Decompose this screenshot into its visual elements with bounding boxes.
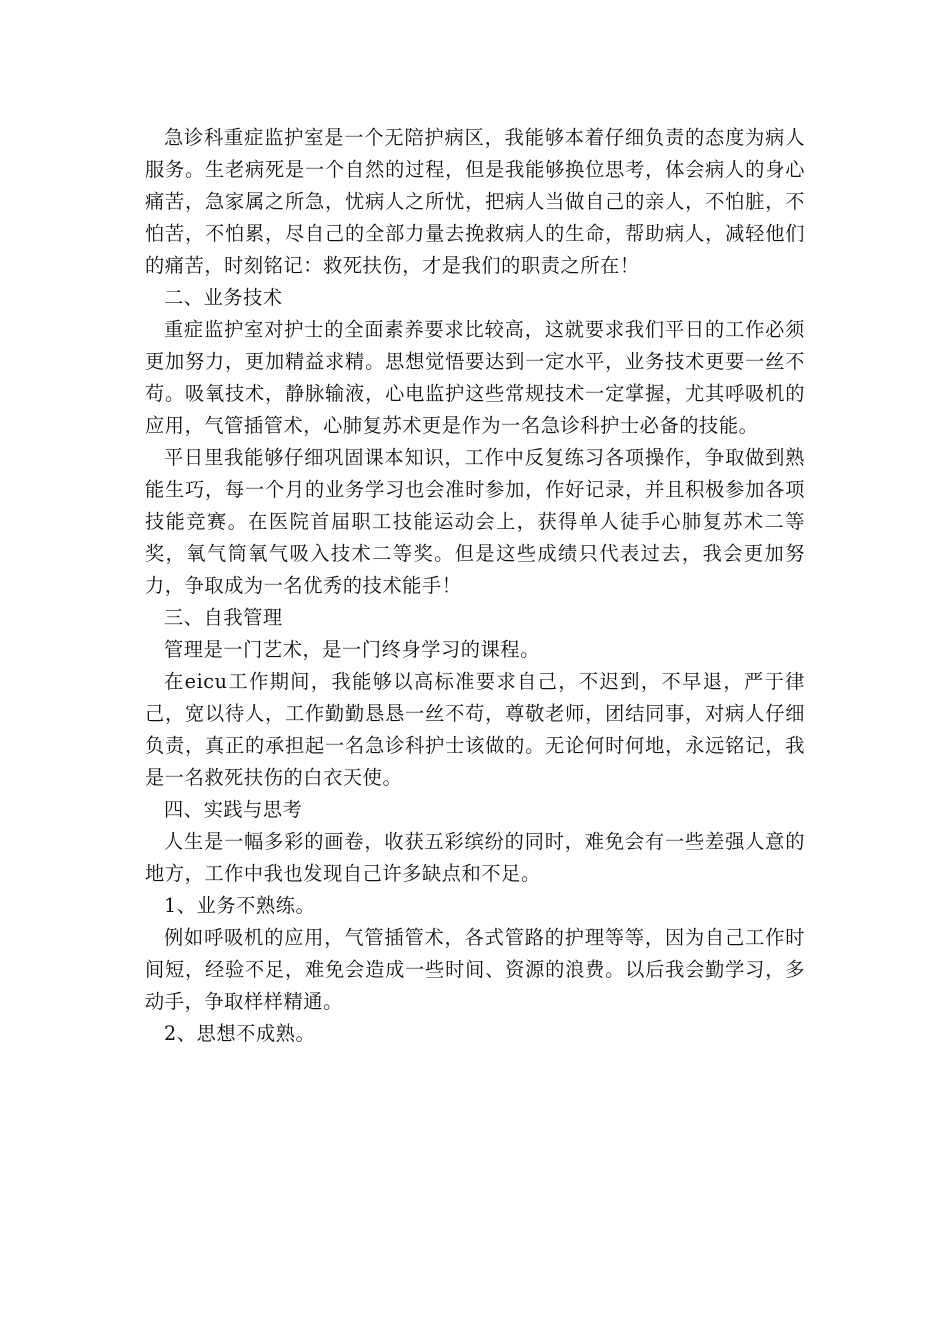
paragraph-life-picture: 人生是一幅多彩的画卷，收获五彩缤纷的同时，难免会有一些差强人意的地方，工作中我也发现自己许多缺点和不足。 bbox=[145, 830, 805, 885]
heading-not-proficient: 1、业务不熟练。 bbox=[164, 894, 316, 917]
heading-self-management: 三、自我管理 bbox=[164, 606, 283, 629]
heading-immature-thinking: 2、思想不成熟。 bbox=[164, 1022, 316, 1045]
paragraph-ventilator-example: 例如呼吸机的应用，气管插管术，各式管路的护理等等，因为自己工作时间短，经验不足，难免会造成一些时间、资源的浪费。以后我会勤学习，多动手，争取样样精通。 bbox=[145, 926, 805, 1013]
document-body bbox=[145, 122, 805, 1050]
paragraph-icu-requirements: 重症监护室对护士的全面素养要求比较高，这就要求我们平日的工作必须更加努力，更加精益求精。思想觉悟要达到一定水平，业务技术更要一丝不苟。吸氧技术，静脉输液，心电监护这些常规技术一定掌握，尤其呼吸机的应用，气管插管术，心肺复苏术更是作为一名急诊科护士必备的技能。 bbox=[145, 318, 805, 437]
heading-business-skills: 二、业务技术 bbox=[164, 286, 283, 309]
paragraph-management-art: 管理是一门艺术，是一门终身学习的课程。 bbox=[164, 638, 540, 661]
paragraph-eicu-work: 在eicu工作期间，我能够以高标准要求自己，不迟到，不早退，严于律己，宽以待人，工作勤勤恳恳一丝不苟，尊敬老师，团结同事，对病人仔细负责，真正的承担起一名急诊科护士该做的。无论何时何地，永远铭记，我是一名救死扶伤的白衣天使。 bbox=[145, 670, 805, 789]
heading-practice-reflection: 四、实践与思考 bbox=[164, 798, 303, 821]
paragraph-icu-service: 急诊科重症监护室是一个无陪护病区，我能够本着仔细负责的态度为病人服务。生老病死是一个自然的过程，但是我能够换位思考，体会病人的身心痛苦，急家属之所急，忧病人之所忧，把病人当做自己的亲人，不怕脏，不怕苦，不怕累，尽自己的全部力量去挽救病人的生命，帮助病人，减轻他们的痛苦，时刻铭记：救死扶伤，才是我们的职责之所在！ bbox=[145, 126, 805, 277]
paragraph-skill-practice: 平日里我能够仔细巩固课本知识，工作中反复练习各项操作，争取做到熟能生巧，每一个月的业务学习也会准时参加，作好记录，并且积极参加各项技能竞赛。在医院首届职工技能运动会上，获得单人徒手心肺复苏术二等奖，氧气筒氧气吸入技术二等奖。但是这些成绩只代表过去，我会更加努力，争取成为一名优秀的技术能手！ bbox=[145, 446, 805, 597]
